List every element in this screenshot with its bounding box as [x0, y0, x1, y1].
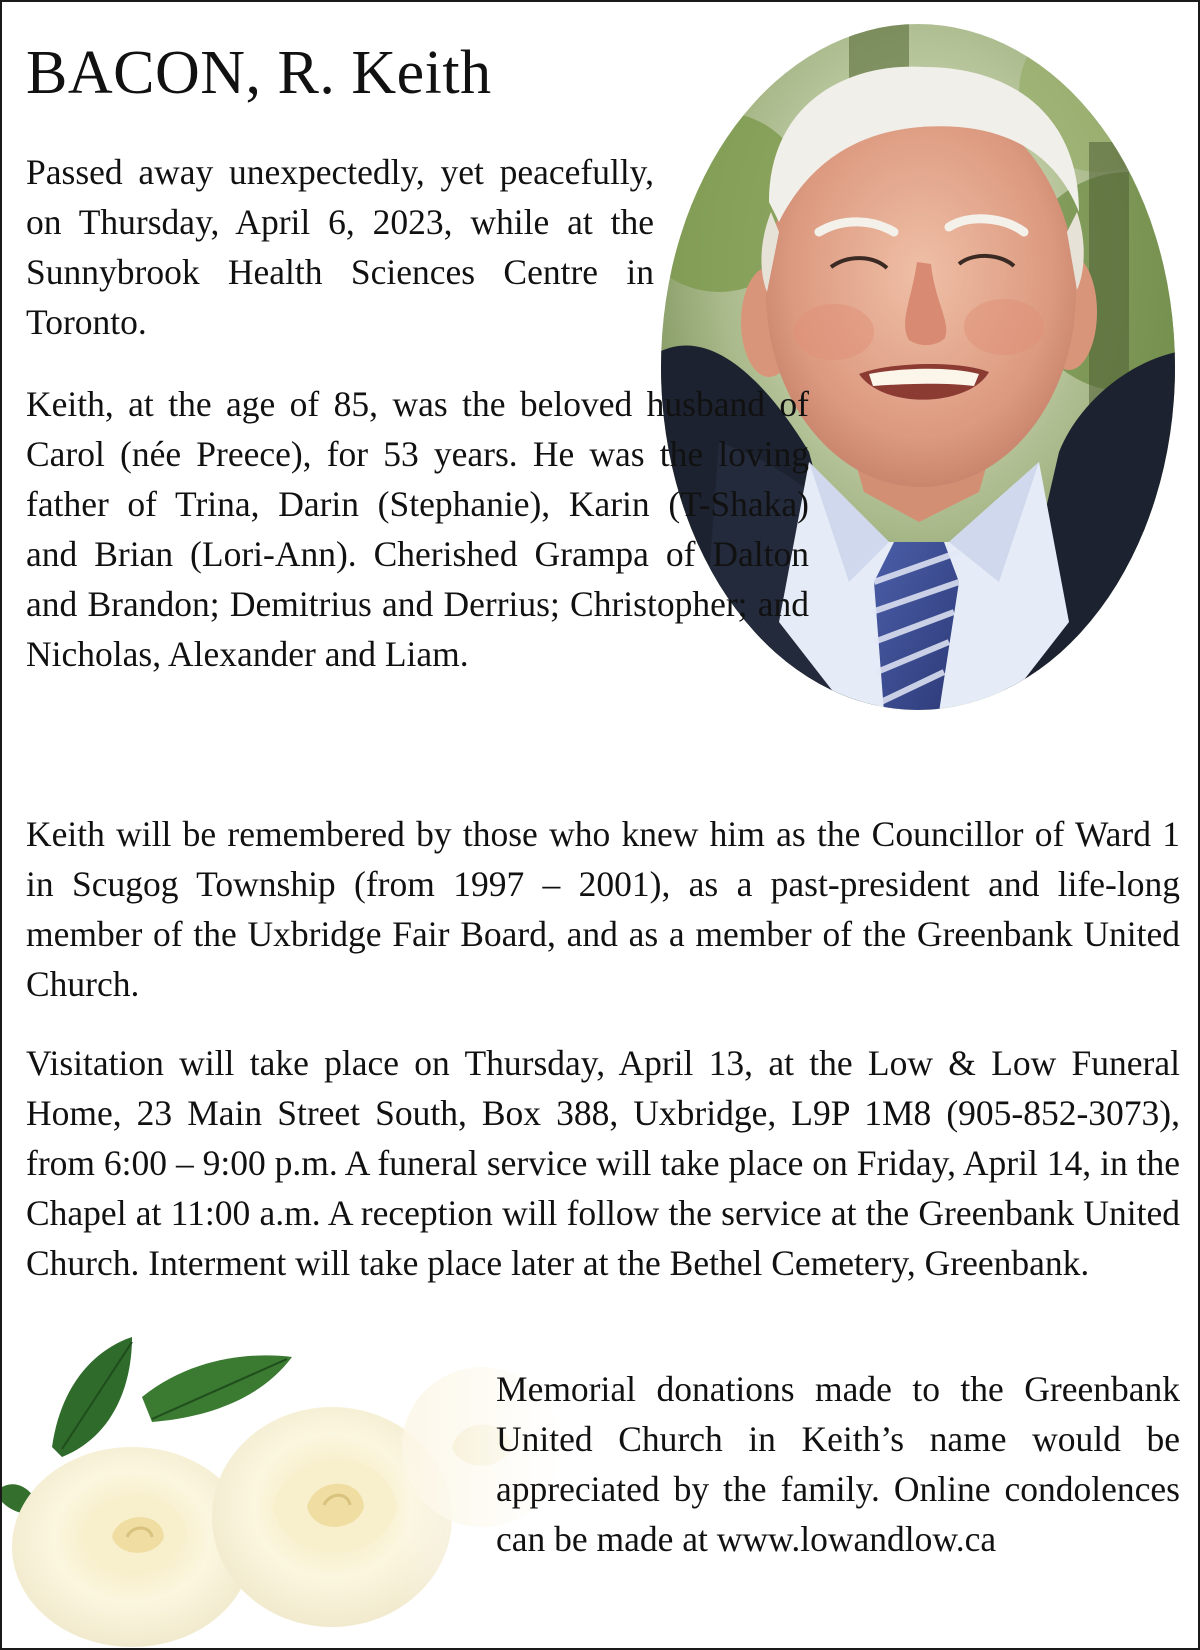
- paragraph-memorial: [26, 1364, 1180, 1614]
- paragraph-visitation: Visitation will take place on Thursday, April 13, at the Low & Low Funeral Home, 23 Main Street South, Box 388, Uxbridge, L9P 1M8 (905-852-3073), from 6:00 – 9:00 p.m. A funeral service will take place on Friday, April 14, in the Chapel at 11:00 a.m. A reception will follow the service at the Greenbank United Church. Interment will take place later at the Bethel Cemetery, Greenbank.: [26, 1043, 1180, 1283]
- paragraph-passing: Passed away unexpectedly, yet peacefully, on Thursday, April 6, 2023, while at the Sunnybrook Health Sciences Centre in Toronto.: [26, 152, 654, 342]
- rose-text-spacer: [26, 1364, 496, 1614]
- obituary-name: BACON, R. Keith: [26, 39, 492, 107]
- paragraph-family: Keith, at the age of 85, was the beloved husband of Carol (née Preece), for 53 years. He was the loving father of Trina, Darin (Stephanie), Karin (T-Shaka) and Brian (Lori-Ann). Cherished Grampa of Dalton and Brandon; Demitrius and Derrius; Christopher; and Nicholas, Alexander and Liam.: [26, 384, 809, 674]
- memorial-text: Memorial donations made to the Greenbank United Church in Keith’s name would be appreciated by the family. Online condolences can be made at www.lowandlow.ca: [496, 1369, 1180, 1559]
- paragraph-remembrance: Keith will be remembered by those who knew him as the Councillor of Ward 1 in Scugog Township (from 1997 – 2001), as a past-president and life-long member of the Uxbridge Fair Board, and as a member of the Greenbank United Church.: [26, 814, 1180, 1004]
